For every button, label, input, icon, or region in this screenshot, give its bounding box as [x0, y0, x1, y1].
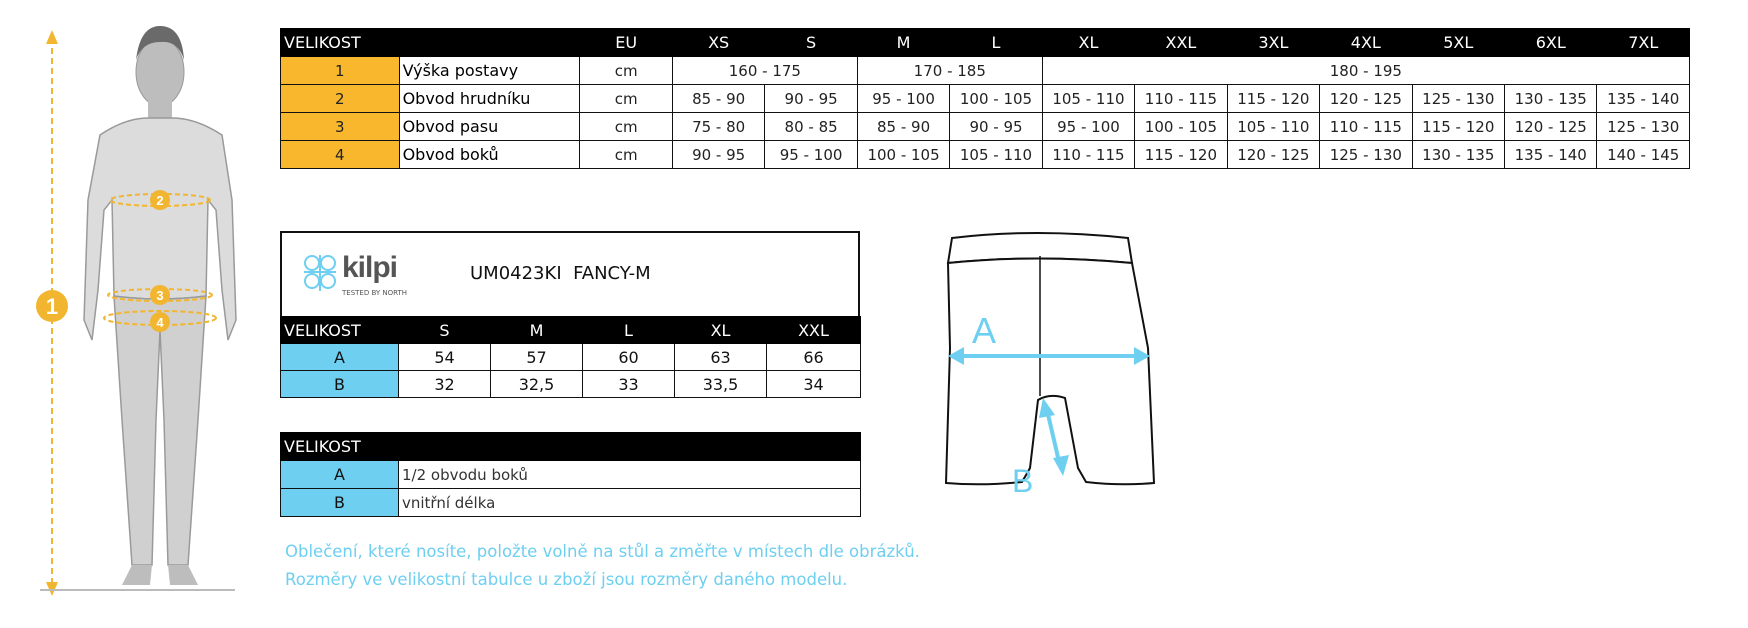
table-cell: 100 - 105: [857, 141, 949, 169]
marker-1: [36, 290, 68, 322]
svg-text:3: 3: [156, 288, 164, 303]
table-cell: 180 - 195: [1042, 57, 1689, 85]
table-cell: 54: [399, 344, 491, 371]
header-7xl: 7XL: [1597, 29, 1690, 57]
table-cell: 115 - 120: [1135, 141, 1227, 169]
svg-text:1: 1: [45, 294, 59, 319]
table-cell: 32: [399, 371, 491, 398]
row-unit: cm: [580, 141, 672, 169]
legend-header: [281, 433, 861, 461]
marker-2: [150, 190, 170, 210]
header-s: S: [765, 29, 857, 57]
table-cell: 75 - 80: [672, 113, 764, 141]
row-label: A: [281, 344, 399, 371]
table-cell: 60: [583, 344, 675, 371]
header-velikost: VELIKOST: [281, 29, 400, 57]
instruction-note: Rozměry ve velikostní tabulce u zboží jsou rozměry daného modelu.: [285, 570, 848, 589]
marker-3: [150, 285, 170, 305]
row-unit: cm: [580, 85, 672, 113]
header-m: M: [491, 317, 583, 344]
brand-header: [280, 231, 860, 316]
instruction-note: Oblečení, které nosíte, položte volně na stůl a změřte v místech dle obrázků.: [285, 542, 920, 561]
kilpi-logo-icon: [296, 247, 344, 303]
header-xxl: XXL: [1135, 29, 1227, 57]
table-cell: 32,5: [491, 371, 583, 398]
table-cell: 100 - 105: [1135, 113, 1227, 141]
header-velikost: VELIKOST: [281, 433, 399, 461]
product-size-table: [280, 316, 861, 398]
svg-text:2: 2: [156, 193, 164, 208]
table-cell: 125 - 130: [1412, 85, 1504, 113]
table-cell: 100 - 105: [950, 85, 1042, 113]
header-eu: EU: [580, 29, 672, 57]
table-cell: 115 - 120: [1412, 113, 1504, 141]
table-cell: 110 - 115: [1042, 141, 1134, 169]
header-3xl: 3XL: [1227, 29, 1319, 57]
table-cell: 34: [767, 371, 861, 398]
row-unit: cm: [580, 57, 672, 85]
table-cell: 105 - 110: [1227, 113, 1319, 141]
row-label: A: [281, 461, 399, 489]
table-cell: 105 - 110: [950, 141, 1042, 169]
row-label: Výška postavy: [399, 57, 580, 85]
table-cell: 130 - 135: [1505, 85, 1597, 113]
table-cell: 120 - 125: [1320, 85, 1412, 113]
header-l: L: [583, 317, 675, 344]
table-cell: 130 - 135: [1412, 141, 1504, 169]
table-cell: 115 - 120: [1227, 85, 1319, 113]
header-xl: XL: [675, 317, 767, 344]
header-xl: XL: [1042, 29, 1134, 57]
row-unit: cm: [580, 113, 672, 141]
row-label: B: [281, 371, 399, 398]
table-cell: 140 - 145: [1597, 141, 1690, 169]
table-cell: 63: [675, 344, 767, 371]
size-chart-header: [281, 29, 1690, 57]
table-row: [281, 371, 861, 398]
legend-text: vnitřní délka: [399, 489, 861, 517]
marker-a: A: [972, 310, 997, 351]
table-row: [281, 141, 1690, 169]
table-cell: 90 - 95: [672, 141, 764, 169]
table-cell: 80 - 85: [765, 113, 857, 141]
brand-tagline: TESTED BY NORTH: [342, 289, 408, 297]
table-cell: 95 - 100: [857, 85, 949, 113]
table-cell: 95 - 100: [1042, 113, 1134, 141]
row-number: 3: [281, 113, 400, 141]
size-chart-table: [280, 28, 1690, 169]
table-cell: 57: [491, 344, 583, 371]
body-figure: [0, 0, 260, 628]
header-s: S: [399, 317, 491, 344]
table-cell: 85 - 90: [857, 113, 949, 141]
header-xxl: XXL: [767, 317, 861, 344]
table-cell: 135 - 140: [1505, 141, 1597, 169]
table-cell: 160 - 175: [672, 57, 857, 85]
table-cell: 66: [767, 344, 861, 371]
header-xs: XS: [672, 29, 764, 57]
header-velikost: VELIKOST: [281, 317, 399, 344]
header-m: M: [857, 29, 949, 57]
row-label: Obvod pasu: [399, 113, 580, 141]
table-cell: 125 - 130: [1320, 141, 1412, 169]
row-number: 4: [281, 141, 400, 169]
table-cell: 125 - 130: [1597, 113, 1690, 141]
table-cell: 120 - 125: [1227, 141, 1319, 169]
shorts-diagram: [910, 228, 1160, 498]
table-cell: 170 - 185: [857, 57, 1042, 85]
brand-name: kilpi: [342, 251, 398, 284]
table-row: [281, 57, 1690, 85]
header-4xl: 4XL: [1320, 29, 1412, 57]
table-row: [281, 461, 861, 489]
marker-4: [150, 312, 170, 332]
row-label: Obvod boků: [399, 141, 580, 169]
model-name: UM0423KI FANCY-M: [470, 263, 651, 284]
header-blank: [399, 433, 861, 461]
table-cell: 110 - 115: [1320, 113, 1412, 141]
legend-text: 1/2 obvodu boků: [399, 461, 861, 489]
table-cell: 90 - 95: [950, 113, 1042, 141]
header-6xl: 6XL: [1505, 29, 1597, 57]
header-l: L: [950, 29, 1042, 57]
table-row: [281, 344, 861, 371]
header-blank: [399, 29, 580, 57]
product-size-header: [281, 317, 861, 344]
header-5xl: 5XL: [1412, 29, 1504, 57]
svg-text:4: 4: [156, 315, 164, 330]
table-cell: 105 - 110: [1042, 85, 1134, 113]
table-row: [281, 85, 1690, 113]
table-cell: 90 - 95: [765, 85, 857, 113]
row-number: 1: [281, 57, 400, 85]
row-number: 2: [281, 85, 400, 113]
table-row: [281, 489, 861, 517]
table-cell: 135 - 140: [1597, 85, 1690, 113]
table-cell: 33: [583, 371, 675, 398]
table-cell: 120 - 125: [1505, 113, 1597, 141]
table-cell: 110 - 115: [1135, 85, 1227, 113]
table-cell: 95 - 100: [765, 141, 857, 169]
row-label: B: [281, 489, 399, 517]
measurement-legend-table: [280, 432, 861, 517]
row-label: Obvod hrudníku: [399, 85, 580, 113]
table-cell: 33,5: [675, 371, 767, 398]
table-cell: 85 - 90: [672, 85, 764, 113]
table-row: [281, 113, 1690, 141]
marker-b: B: [1012, 463, 1034, 498]
